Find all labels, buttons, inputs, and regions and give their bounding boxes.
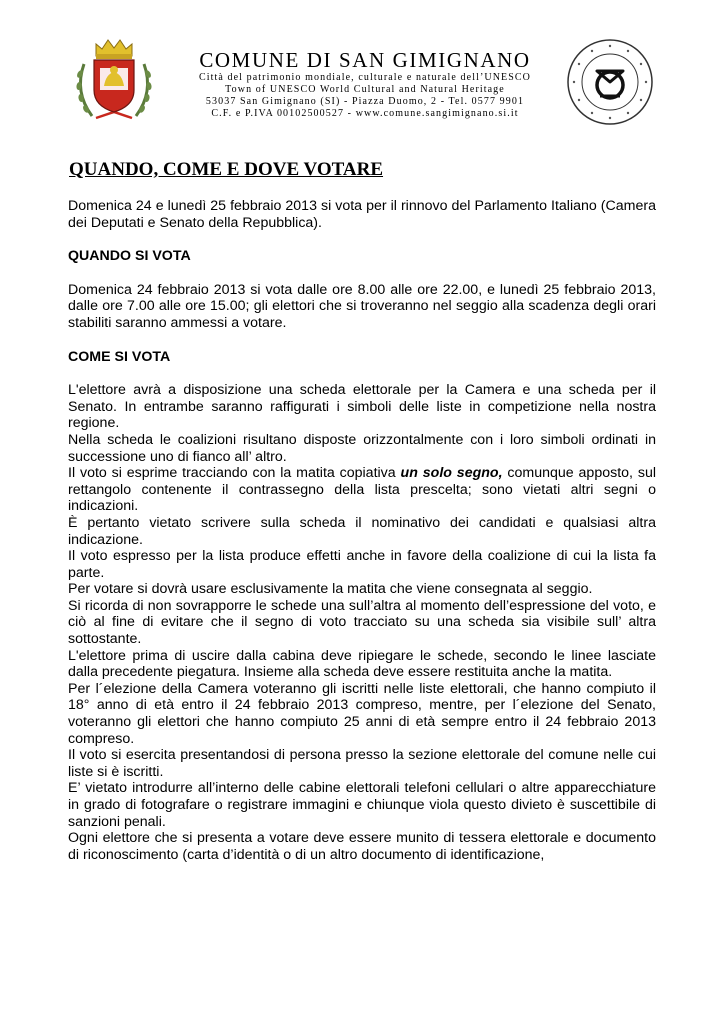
how-paragraph-3-start: Il voto si esprime tracciando con la matita copiativa	[68, 465, 401, 482]
letterhead	[0, 0, 724, 140]
single-mark-emphasis: un solo segno,	[400, 465, 503, 482]
intro-paragraph: Domenica 24 e lunedì 25 febbraio 2013 si vota per il rinnovo del Parlamento Italiano (Camera dei Deputati e Senato della Repubblica).	[68, 198, 656, 231]
letterhead-line-2: Town of UNESCO World Cultural and Natural Heritage	[225, 84, 505, 95]
document-body	[68, 198, 656, 863]
how-paragraph-1: L'elettore avrà a disposizione una scheda elettorale per la Camera e una scheda per il Senato. In entrambe saranno raffigurati i simboli delle liste in competizione nella nostra regione.	[68, 382, 656, 432]
how-paragraph-2: Nella scheda le coalizioni risultano disposte orizzontalmente con i loro simboli ordinati in successione uno di fianco all’ altro.	[68, 431, 656, 465]
how-paragraph-12: Ogni elettore che si presenta a votare deve essere munito di tessera elettorale e documento di riconoscimento (carta d’identità o di un altro documento di identificazione,	[68, 830, 656, 863]
how-paragraph-3	[68, 465, 656, 515]
coat-of-arms-icon	[70, 34, 158, 126]
how-paragraph-7: Si ricorda di non sovrapporre le schede una sull’altra al momento dell’espressione del voto, e ciò al fine di evitare che il segno di voto tracciato su una scheda sia visibile sull’ altra sottostante.	[68, 597, 656, 648]
section-heading-when: QUANDO SI VOTA	[68, 248, 191, 265]
letterhead-line-4: C.F. e P.IVA 00102500527 - www.comune.sangimignano.si.it	[211, 108, 519, 119]
how-paragraph-11: E’ vietato introdurre all’interno delle cabine elettorali telefoni cellulari o altre apparecchiature in grado di fotografare o registrare immagini e chiunque viola questo divieto è suscettibile di sanzioni penali.	[68, 780, 656, 830]
how-paragraph-3-end: comunque apposto, sul rettangolo contenente il contrassegno della lista prescelta; sono vietati altri segni o indicazioni.	[68, 465, 656, 515]
how-paragraph-9: Per l´elezione della Camera voteranno gli iscritti nelle liste elettorali, che hanno compiuto il 18° anno di età entro il 24 febbraio 2013 compreso, mentre, per l´elezione del Senato, voteranno gli elettori che hanno compiuto 25 anni di età sempre entro il 24 febbraio 2013 compreso.	[68, 680, 656, 747]
municipality-name: COMUNE DI SAN GIMIGNANO	[199, 48, 531, 72]
how-paragraph-8: L'elettore prima di uscire dalla cabina deve ripiegare le schede, secondo le linee lasciate dalla precedente piegatura. Insieme alla scheda deve essere restituita anche la matita.	[68, 647, 656, 681]
how-paragraph-5: Il voto espresso per la lista produce effetti anche in favore della coalizione di cui la lista fa parte.	[68, 548, 656, 581]
how-paragraph-6: Per votare si dovrà usare esclusivamente la matita che viene consegnata al seggio.	[68, 581, 593, 598]
letterhead-line-3: 53037 San Gimignano (SI) - Piazza Duomo, 2 - Tel. 0577 9901	[205, 96, 525, 107]
letterhead-text	[190, 48, 540, 120]
document-title: QUANDO, COME E DOVE VOTARE	[69, 159, 384, 180]
when-paragraph: Domenica 24 febbraio 2013 si vota dalle ore 8.00 alle ore 22.00, e lunedì 25 febbraio 2013, dalle ore 7.00 alle ore 15.00; gli elettori che si troveranno nel seggio alla scadenza degli orari stabiliti saranno ammessi a votare.	[68, 281, 656, 331]
letterhead-line-1: Città del patrimonio mondiale, culturale e naturale dell’UNESCO	[198, 72, 531, 83]
how-paragraph-10: Il voto si esercita presentandosi di persona presso la sezione elettorale del comune nelle cui liste si è iscritti.	[68, 747, 656, 780]
world-heritage-emblem-icon	[566, 38, 654, 126]
how-paragraph-4: È pertanto vietato scrivere sulla scheda il nominativo dei candidati e qualsiasi altra indicazione.	[68, 514, 656, 548]
section-heading-how: COME SI VOTA	[68, 348, 171, 365]
